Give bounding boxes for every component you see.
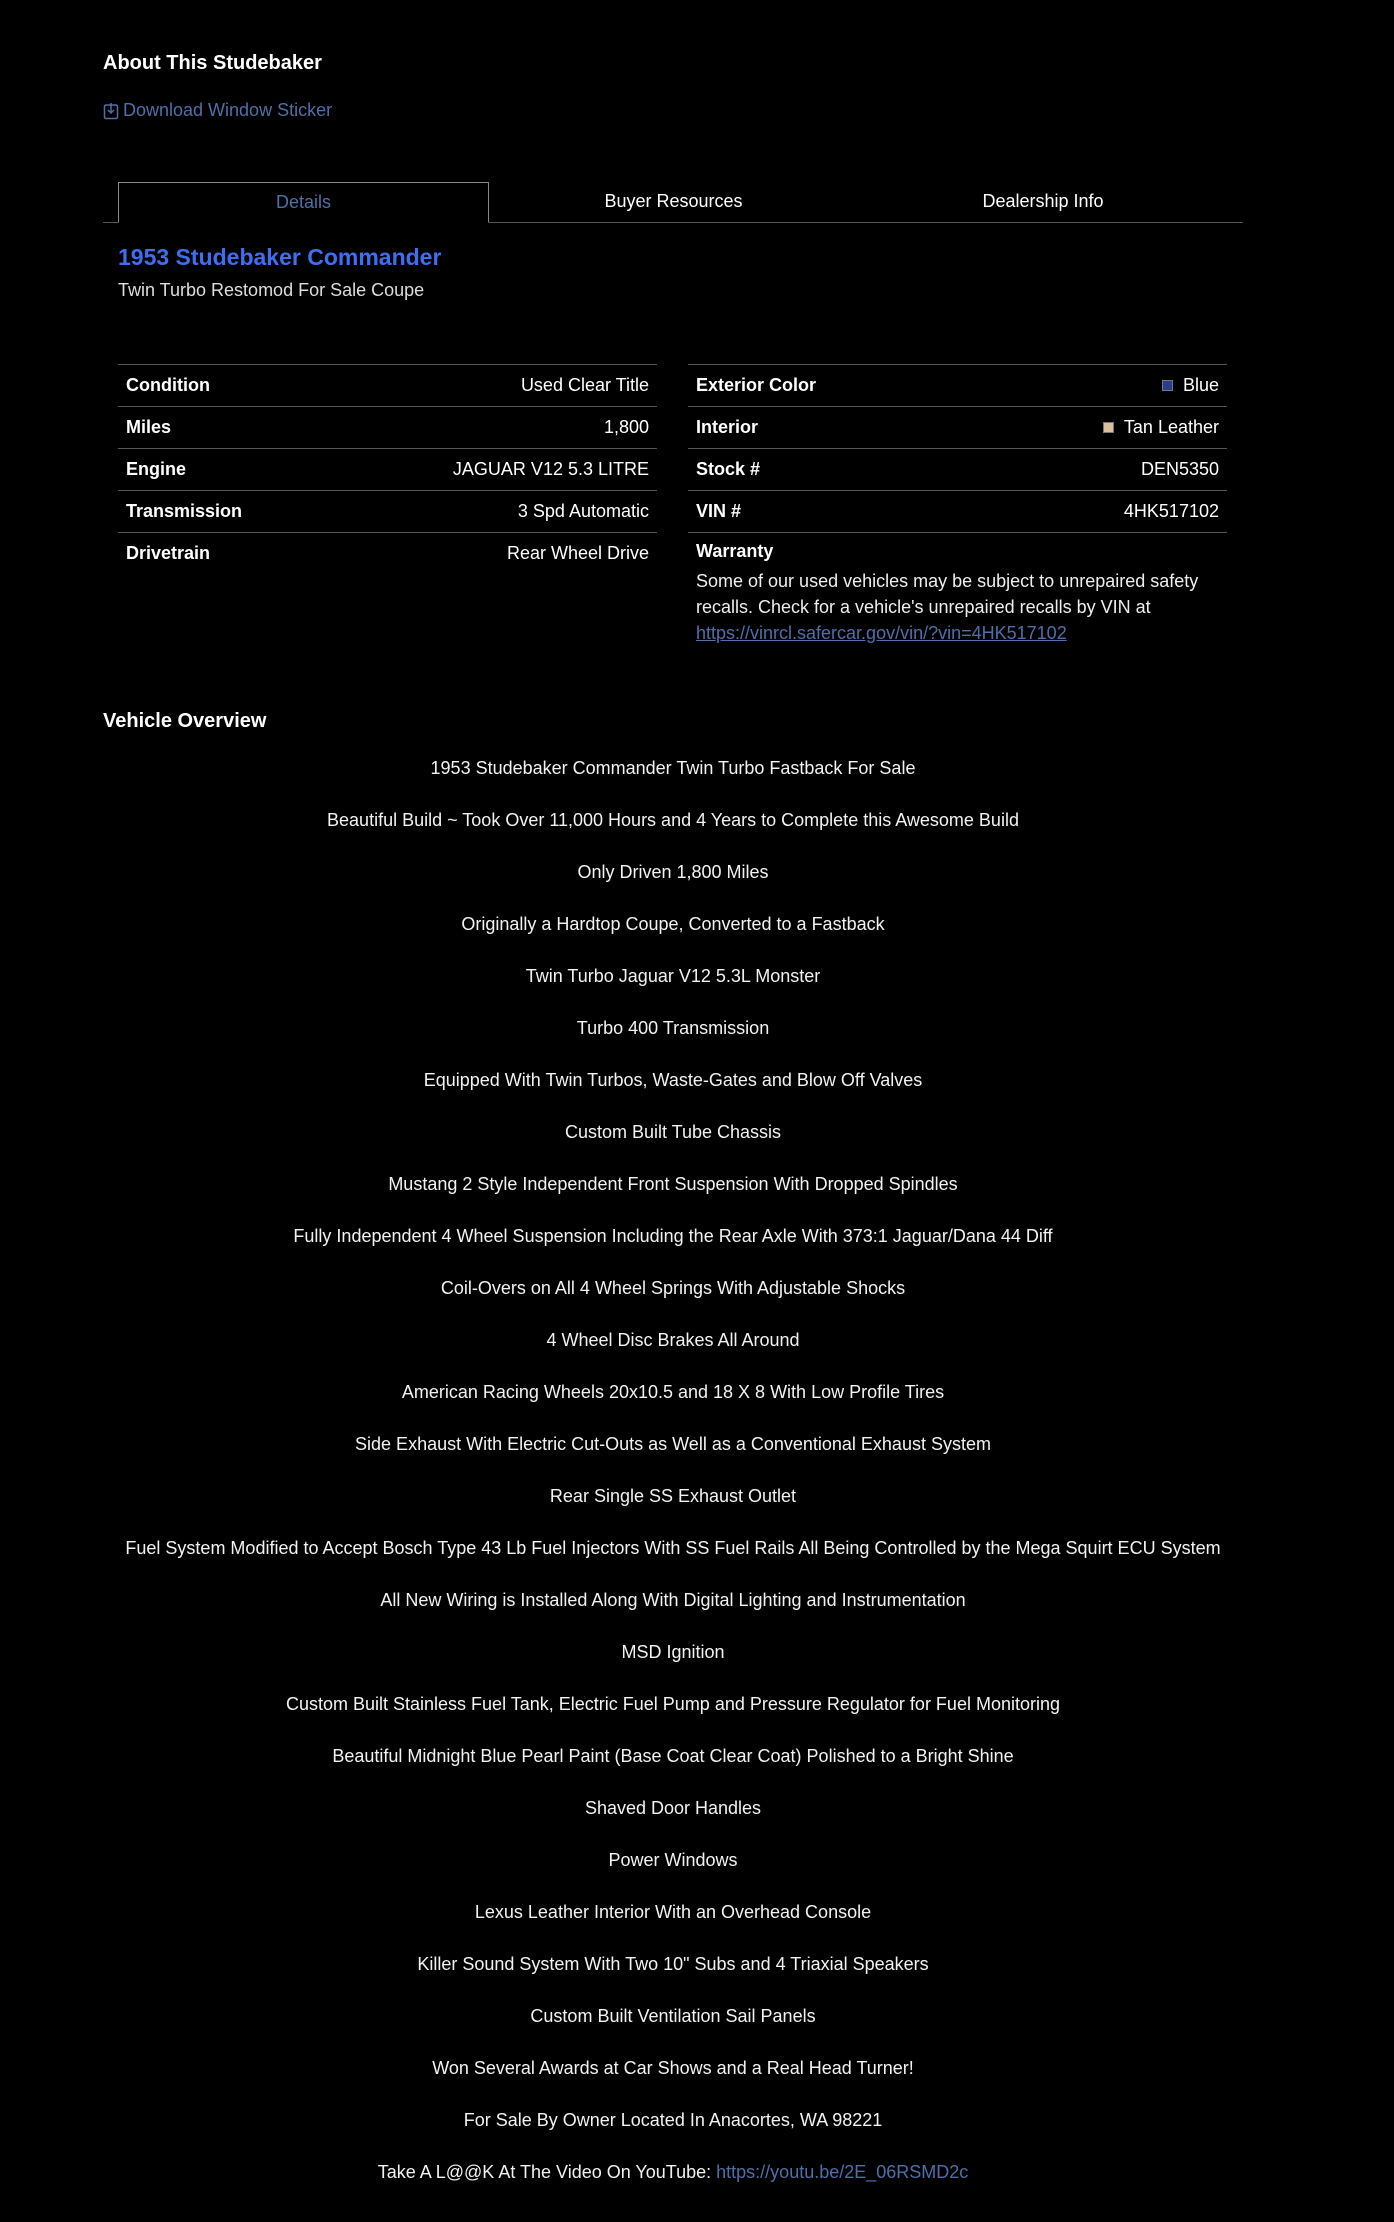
spec-value bbox=[1103, 417, 1219, 438]
tab-bar bbox=[103, 182, 1243, 223]
spec-label: Stock # bbox=[696, 459, 761, 479]
overview-line: Custom Built Tube Chassis bbox=[564, 1122, 782, 1142]
overview-line: American Racing Wheels 20x10.5 and 18 X 8 With Low Profile Tires bbox=[401, 1382, 945, 1402]
overview-line: Beautiful Build ~ Took Over 11,000 Hours and 4 Years to Complete this Awesome Build bbox=[327, 810, 1019, 830]
overview-line: Coil-Overs on All 4 Wheel Springs With Adjustable Shocks bbox=[440, 1278, 906, 1298]
download-label: Download Window Sticker bbox=[123, 100, 333, 120]
spec-table-right bbox=[688, 364, 1227, 646]
overview-line: 1953 Studebaker Commander Twin Turbo Fastback For Sale bbox=[430, 758, 916, 778]
spec-value bbox=[1162, 375, 1219, 396]
interior-color-swatch bbox=[1103, 422, 1114, 433]
recall-lookup-link[interactable]: https://vinrcl.safercar.gov/vin/?vin=4HK517102 bbox=[696, 623, 1067, 643]
youtube-video-link[interactable]: https://youtu.be/2E_06RSMD2c bbox=[716, 2162, 969, 2182]
video-prefix: Take A L@@K At The Video On YouTube: bbox=[377, 2162, 717, 2182]
overview-line: Killer Sound System With Two 10" Subs and 4 Triaxial Speakers bbox=[417, 1954, 929, 1974]
tab-dealership-info[interactable]: Dealership Info bbox=[982, 191, 1104, 211]
spec-label: Drivetrain bbox=[126, 543, 211, 563]
vehicle-subtitle: Twin Turbo Restomod For Sale Coupe bbox=[118, 280, 425, 300]
spec-value: 1,800 bbox=[603, 417, 649, 437]
overview-line: Fully Independent 4 Wheel Suspension Including the Rear Axle With 373:1 Jaguar/Dana 44 Diff bbox=[293, 1226, 1053, 1246]
spec-row bbox=[688, 365, 1227, 407]
overview-line: Lexus Leather Interior With an Overhead Console bbox=[474, 1902, 872, 1922]
warranty-label: Warranty bbox=[696, 541, 774, 561]
spec-value: Used Clear Title bbox=[520, 375, 649, 395]
overview-line: All New Wiring is Installed Along With Digital Lighting and Instrumentation bbox=[380, 1590, 966, 1610]
overview-line: 4 Wheel Disc Brakes All Around bbox=[546, 1330, 800, 1350]
spec-table-left bbox=[118, 364, 657, 574]
download-icon bbox=[103, 102, 119, 120]
interior-color-value: Tan Leather bbox=[1123, 417, 1219, 437]
spec-label: Miles bbox=[126, 417, 172, 437]
exterior-color-swatch bbox=[1162, 380, 1173, 391]
warranty-description: Some of our used vehicles may be subject to unrepaired safety recalls. Check for a vehicle's unrepaired recalls by VIN at bbox=[696, 571, 1199, 617]
spec-row bbox=[688, 449, 1227, 491]
spec-value: DEN5350 bbox=[1140, 459, 1219, 479]
spec-row bbox=[688, 407, 1227, 449]
overview-line bbox=[103, 2159, 1243, 2211]
tab-details[interactable]: Details bbox=[118, 182, 489, 223]
overview-line: Won Several Awards at Car Shows and a Real Head Turner! bbox=[432, 2058, 914, 2078]
download-window-sticker-link[interactable] bbox=[103, 100, 332, 121]
spec-value: 3 Spd Automatic bbox=[517, 501, 649, 521]
overview-line: Equipped With Twin Turbos, Waste-Gates and Blow Off Valves bbox=[423, 1070, 923, 1090]
spec-value: JAGUAR V12 5.3 LITRE bbox=[452, 459, 649, 479]
spec-label: VIN # bbox=[696, 501, 742, 521]
spec-row bbox=[118, 533, 657, 574]
overview-line: Beautiful Midnight Blue Pearl Paint (Base Coat Clear Coat) Polished to a Bright Shine bbox=[332, 1746, 1014, 1766]
overview-line: Rear Single SS Exhaust Outlet bbox=[549, 1486, 797, 1506]
overview-line: Side Exhaust With Electric Cut-Outs as Well as a Conventional Exhaust System bbox=[355, 1434, 991, 1454]
spec-label: Engine bbox=[126, 459, 187, 479]
overview-line: Fuel System Modified to Accept Bosch Type 43 Lb Fuel Injectors With SS Fuel Rails All Being Controlled by the Mega Squirt ECU System bbox=[125, 1538, 1221, 1558]
overview-line: Turbo 400 Transmission bbox=[576, 1018, 770, 1038]
spec-label: Transmission bbox=[126, 501, 243, 521]
spec-row bbox=[118, 365, 657, 407]
overview-line: Twin Turbo Jaguar V12 5.3L Monster bbox=[525, 966, 821, 986]
spec-row bbox=[118, 449, 657, 491]
spec-label: Condition bbox=[126, 375, 210, 395]
tab-buyer-resources[interactable]: Buyer Resources bbox=[604, 191, 743, 211]
vehicle-overview-list bbox=[103, 755, 1243, 2211]
spec-row bbox=[118, 407, 657, 449]
spec-label: Exterior Color bbox=[696, 375, 817, 395]
warranty-block bbox=[688, 533, 1227, 646]
spec-row bbox=[688, 491, 1227, 533]
vehicle-overview-title: Vehicle Overview bbox=[103, 710, 267, 732]
spec-value: Rear Wheel Drive bbox=[506, 543, 649, 563]
overview-line: Only Driven 1,800 Miles bbox=[577, 862, 769, 882]
warranty-text bbox=[696, 568, 1219, 646]
exterior-color-value: Blue bbox=[1182, 375, 1219, 395]
overview-line: Originally a Hardtop Coupe, Converted to a Fastback bbox=[461, 914, 885, 934]
overview-line: Shaved Door Handles bbox=[584, 1798, 762, 1818]
overview-line: For Sale By Owner Located In Anacortes, WA 98221 bbox=[463, 2110, 883, 2130]
about-title: About This Studebaker bbox=[103, 52, 322, 74]
vehicle-title: 1953 Studebaker Commander bbox=[118, 244, 442, 270]
overview-line: Mustang 2 Style Independent Front Suspension With Dropped Spindles bbox=[388, 1174, 958, 1194]
spec-label: Interior bbox=[696, 417, 759, 437]
overview-line: MSD Ignition bbox=[621, 1642, 725, 1662]
spec-value: 4HK517102 bbox=[1123, 501, 1219, 521]
overview-line: Power Windows bbox=[608, 1850, 738, 1870]
overview-line: Custom Built Ventilation Sail Panels bbox=[530, 2006, 816, 2026]
overview-line: Custom Built Stainless Fuel Tank, Electric Fuel Pump and Pressure Regulator for Fuel Monitoring bbox=[285, 1694, 1060, 1714]
spec-row bbox=[118, 491, 657, 533]
